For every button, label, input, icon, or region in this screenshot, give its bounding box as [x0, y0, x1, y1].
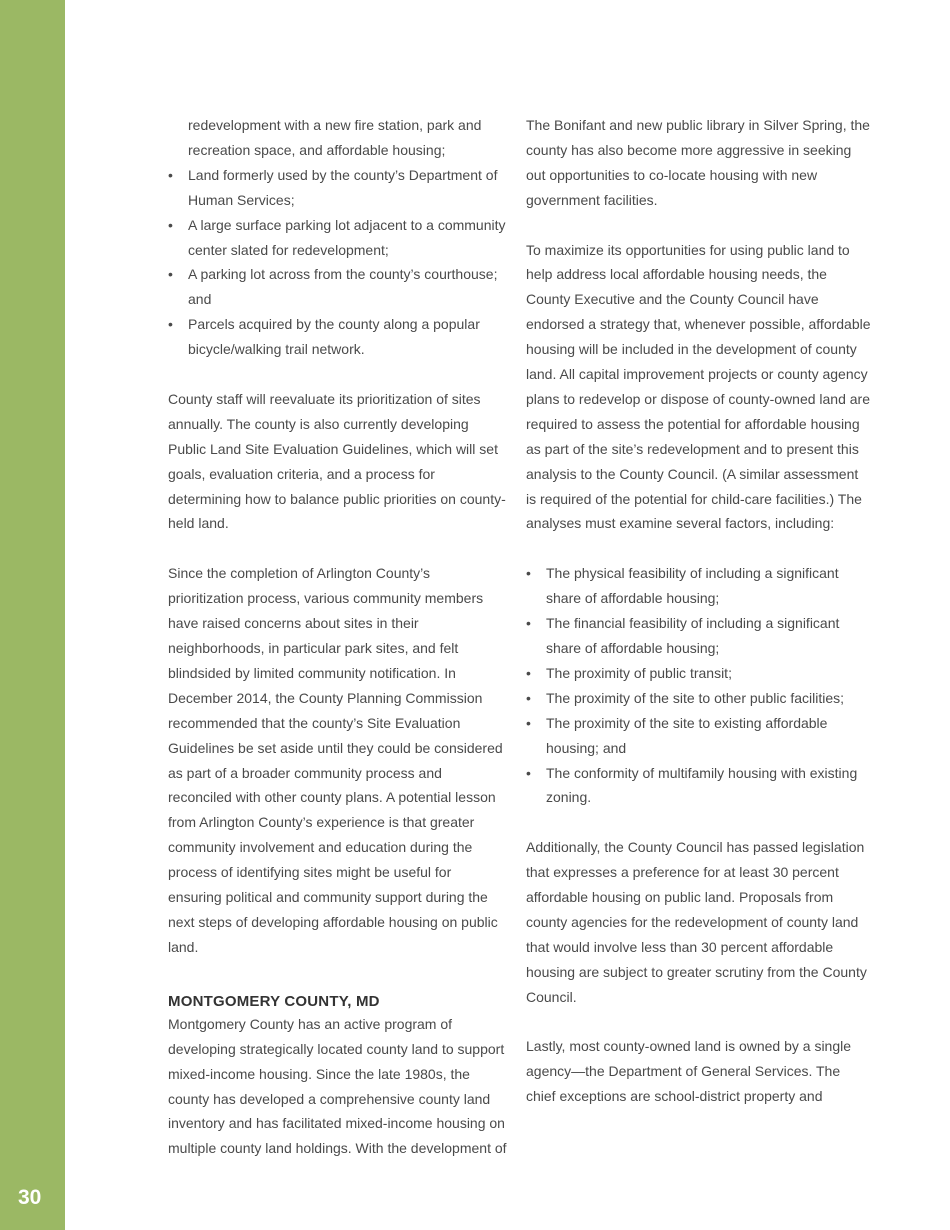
list-item-text: Parcels acquired by the county along a popular bicycle/walking trail network. — [188, 316, 480, 358]
paragraph: County staff will reevaluate its prioritization of sites annually. The county is also currently developing Public Land Site Evaluation Guidelines, which will set goals, evaluation criteria, and a process for determining how to balance public priorities on county-held land. — [168, 390, 506, 532]
site-list — [168, 163, 508, 362]
paragraph: Additionally, the County Council has passed legislation that expresses a preference for at least 30 percent affordable housing on public land. Proposals from county agencies for the redevelopment of county land that would involve less than 30 percent affordable housing are subject to greater scrutiny from the County Council. — [526, 839, 867, 1005]
bullet-icon: • — [526, 764, 531, 781]
bullet-icon: • — [168, 166, 173, 183]
list-item-text: The financial feasibility of including a significant share of affordable housing; — [546, 615, 840, 656]
list-item-text: A large surface parking lot adjacent to a community center slated for redevelopment; — [188, 216, 506, 258]
list-item — [526, 686, 871, 711]
list-item — [168, 213, 508, 263]
list-item — [526, 661, 871, 686]
list-item — [526, 761, 871, 811]
bullet-icon: • — [526, 714, 531, 731]
bullet-icon: • — [168, 316, 173, 333]
list-item-text: The proximity of the site to existing affordable housing; and — [546, 714, 828, 756]
paragraph: Lastly, most county-owned land is owned by a single agency—the Department of General Services. The chief exceptions are school-district property and — [526, 1038, 852, 1105]
paragraph: To maximize its opportunities for using public land to help address local affordable housing needs, the County Executive and the County Council have endorsed a strategy that, whenever possible, affordable housing will be included in the development of county land. All capital improvement projects or county agency plans to redevelop or dispose of county-owned land are required to assess the potential for affordable housing as part of the site’s redevelopment and to present this analysis to the County Council. (A similar assessment is required of the potential for child-care facilities.) The analyses must examine several factors, including: — [526, 241, 871, 532]
page-sidebar — [0, 0, 65, 1230]
bullet-icon: • — [526, 615, 531, 632]
list-item-text: Land formerly used by the county’s Department of Human Services; — [188, 166, 498, 208]
list-item-text: The proximity of public transit; — [546, 664, 732, 681]
list-item — [526, 711, 871, 761]
left-column — [168, 113, 508, 1161]
bullet-icon: • — [526, 664, 531, 681]
bullet-icon: • — [526, 565, 531, 582]
list-item-text: The proximity of the site to other public facilities; — [546, 689, 845, 706]
bullet-continuation: redevelopment with a new fire station, park and recreation space, and affordable housing; — [188, 117, 482, 158]
section-heading: MONTGOMERY COUNTY, MD — [168, 992, 380, 1010]
list-item — [526, 611, 871, 661]
list-item-text: A parking lot across from the county’s courthouse; and — [188, 266, 498, 308]
bullet-icon: • — [168, 216, 173, 233]
list-item — [168, 262, 508, 312]
paragraph: Since the completion of Arlington County’s prioritization process, various community members have raised concerns about sites in their neighborhoods, in particular park sites, and felt blindsided by limited community notification. In December 2014, the County Planning Commission recommended that the county’s Site Evaluation Guidelines be set aside until they could be considered as part of a broader community process and reconciled with other county plans. A potential lesson from Arlington County’s experience is that greater community involvement and education during the process of identifying sites might be useful for ensuring political and community support during the next steps of developing affordable housing on public land. — [168, 565, 503, 955]
right-column — [526, 113, 871, 1109]
list-item — [526, 561, 871, 611]
list-item — [168, 163, 508, 213]
bullet-icon: • — [168, 266, 173, 283]
paragraph: The Bonifant and new public library in Silver Spring, the county has also become more aggressive in seeking out opportunities to co-locate housing with new government facilities. — [526, 117, 870, 208]
page-number: 30 — [18, 1186, 42, 1209]
list-item-text: The physical feasibility of including a significant share of affordable housing; — [546, 565, 839, 607]
factor-list — [526, 561, 871, 810]
paragraph: Montgomery County has an active program of developing strategically located county land to support mixed-income housing. Since the late 1980s, the county has developed a comprehensive county land inventory and has facilitated mixed-income housing on multiple county land holdings. With the development of — [168, 1015, 507, 1157]
bullet-icon: • — [526, 689, 531, 706]
list-item — [168, 312, 508, 362]
list-item-text: The conformity of multifamily housing with existing zoning. — [546, 764, 858, 806]
